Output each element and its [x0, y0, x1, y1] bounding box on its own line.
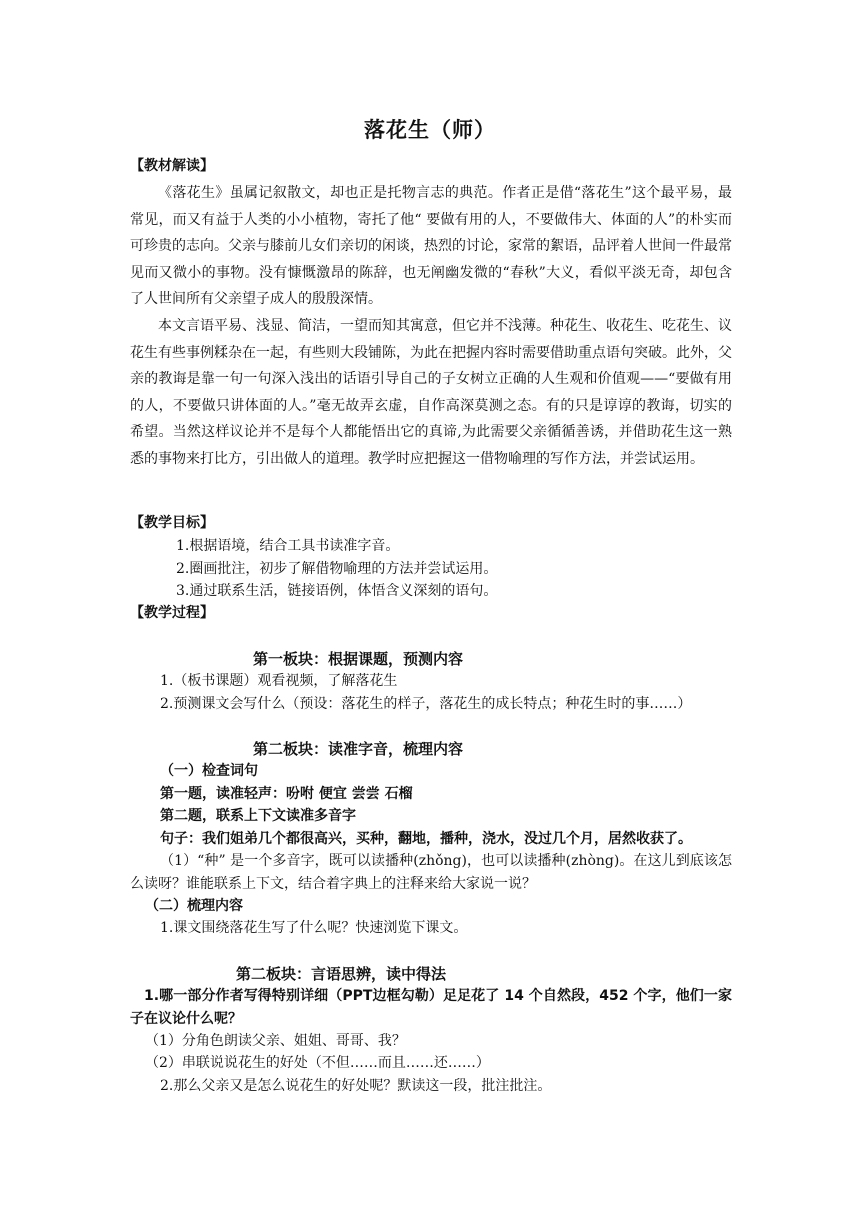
block-3-answer-2: （2）串联说说花生的好处（不但……而且……还……） [145, 1055, 490, 1071]
section-heading-process: 【教学过程】 [130, 605, 214, 621]
block-2-question-2: 第二题，联系上下文读准多音字 [160, 808, 356, 824]
block-2-question-1: 第一题，读准轻声：吩咐 便宜 尝尝 石榴 [160, 786, 413, 802]
block-2-sentence: 句子：我们姐弟几个都很高兴，买种，翻地，播种，浇水，没过几个月，居然收获了。 [160, 831, 692, 847]
block-3-question-1: 1.哪一部分作者写得特别详细（PPT边框勾勒）足足花了 14 个自然段，452 个字，他们一家子在议论什么呢？ [130, 988, 732, 1027]
goal-item-2: 2.圈画批注，初步了解借物喻理的方法并尝试运用。 [176, 561, 498, 577]
block-1-item-2: 2.预测课文会写什么（预设：落花生的样子，落花生的成长特点；种花生时的事……） [160, 696, 692, 712]
block-2-item: 1.课文围绕落花生写了什么呢？快速浏览下课文。 [160, 920, 468, 936]
goal-item-1: 1.根据语境，结合工具书读准字音。 [176, 538, 400, 554]
block-2-note: （1）“种” 是一个多音字，既可以读播种(zhǒng)，也可以读播种(zhòng)。在这儿到底该怎么读呀？谁能联系上下文，结合着字典上的注释来给大家说一说？ [130, 853, 732, 892]
goal-item-3: 3.通过联系生活，链接语例，体悟含义深刻的语句。 [176, 583, 498, 599]
block-3-title: 第二板块：言语思辨，读中得法 [236, 965, 447, 983]
section-heading-material: 【教材解读】 [130, 158, 214, 174]
block-3-question-2: 2.那么父亲又是怎么说花生的好处呢？默读这一段，批注批注。 [160, 1078, 552, 1094]
block-1-item-1: 1.（板书课题）观看视频，了解落花生 [160, 673, 398, 689]
page-title: 落花生（师） [364, 118, 496, 142]
block-2-subheading-1: （一）检查词句 [160, 763, 258, 779]
block-2-title: 第二板块：读准字音，梳理内容 [253, 740, 464, 758]
block-3-answer-1: （1）分角色朗读父亲、姐姐、哥哥、我？ [145, 1033, 406, 1049]
material-paragraph-1: 《落花生》虽属记叙散文，却也正是托物言志的典范。作者正是借“落花生”这个最平易，最常见，而又有益于人类的小小植物，寄托了他“ 要做有用的人，不要做伟大、体面的人”的朴实而可珍贵的志向。父亲与膝前儿女们亲切的闲谈，热烈的讨论，家常的絮语，品评着人世间一件最常见而又微小的事物。没有慷慨激昂的陈辞，也无阐幽发微的“春秋”大义，看似平淡无奇，却包含了人世间所有父亲望子成人的殷殷深情。 [130, 185, 732, 308]
material-paragraph-2: 本文言语平易、浅显、简洁，一望而知其寓意，但它并不浅薄。种花生、收花生、吃花生、议花生有些事例糅杂在一起，有些则大段铺陈，为此在把握内容时需要借助重点语句突破。此外，父亲的教诲是靠一句一句深入浅出的话语引导自己的子女树立正确的人生观和价值观——“要做有用的人，不要做只讲体面的人。”毫无故弄玄虚，自作高深莫测之态。有的只是谆谆的教诲，切实的希望。当然这样议论并不是每个人都能悟出它的真谛,为此需要父亲循循善诱，并借助花生这一熟悉的事物来打比方，引出做人的道理。教学时应把握这一借物喻理的写作方法，并尝试运用。 [130, 318, 732, 467]
block-2-subheading-2: （二）梳理内容 [145, 898, 243, 914]
section-heading-goals: 【教学目标】 [130, 515, 214, 531]
block-1-title: 第一板块：根据课题，预测内容 [253, 650, 464, 668]
